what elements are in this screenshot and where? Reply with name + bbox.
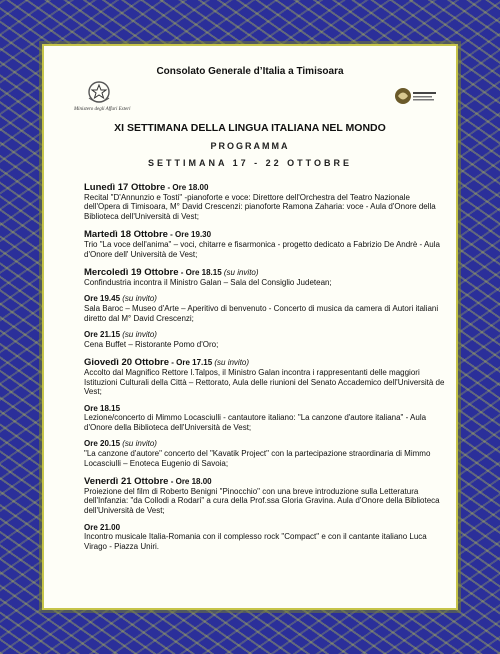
event-day: Mercoledì 19 Ottobre <box>84 267 179 279</box>
event-thursday-sub-1 <box>84 404 446 433</box>
event-day: Giovedì 20 Ottobre <box>84 357 169 369</box>
event-thursday <box>84 358 446 396</box>
event-time: - Ore 17.15 <box>169 358 213 368</box>
event-description: Lezione/concerto di Mimmo Locasciulli - cantautore italiano: "La canzone d'autore italiana" - Aula d'Onore della Biblioteca dell'Università de Vest; <box>84 413 427 432</box>
event-time: Ore 18.15 <box>84 403 121 413</box>
event-description: Recital "D'Annunzio e Tosti" -pianoforte e voce: Direttore dell'Orchestra del Teatro Nazionale dell'Opera di Timisoara, M° David Crescenzi: pianoforte Ramona Zaharia: voce - Aula d'Onore della Biblioteca dell'Università di Vest; <box>84 192 436 221</box>
event-description: Confindustria incontra il Ministro Galan – Sala del Consiglio Judetean; <box>84 277 332 287</box>
invite-note: (su invito) <box>212 358 250 368</box>
invite-note: (su invito) <box>120 439 157 449</box>
event-description: Proiezione del film di Roberto Benigni "Pinocchio" con una breve introduzione sulla Letteratura dell'Infanzia: "da Collodi a Rodari" a cura della Prof.ssa Gloria Gravina. Aula d'Onore della Biblioteca dell'Università de Vest; <box>84 486 440 516</box>
week-dates: SETTIMANA 17 - 22 OTTOBRE <box>147 158 353 168</box>
event-description: Sala Baroc – Museo d'Arte – Aperitivo di benvenuto - Concerto di musica da camera di Autori italiani diretto dal M° David Crescenzi; <box>84 303 439 323</box>
event-time: Ore 21.15 <box>84 330 121 340</box>
program-list <box>84 183 446 558</box>
ministry-caption: Ministero degli Affari Esteri <box>74 107 131 112</box>
consulate-name: Consolato Generale d’Italia a Timisoara <box>156 66 344 77</box>
event-wednesday <box>84 268 446 287</box>
event-time: - Ore 18.00 <box>165 183 209 192</box>
page-title: XI SETTIMANA DELLA LINGUA ITALIANA NEL MONDO <box>114 122 386 134</box>
event-day: Martedì 18 Ottobre <box>84 229 168 241</box>
event-time: - Ore 18.15 <box>178 268 222 278</box>
event-description: Trio "La voce dell'anima" – voci, chitarre e fisarmonica - progetto dedicato a Fabrizio De Andrè - Aula d'Onore dell' Università de Vest; <box>84 239 440 259</box>
program-sheet <box>42 44 458 610</box>
event-description: Cena Buffet – Ristorante Pomo d'Oro; <box>84 339 219 349</box>
event-thursday-sub-2 <box>84 439 446 468</box>
event-description: Accolto dal Magnifico Rettore I.Talpos, il Ministro Galan incontra i rappresentanti delle maggiori Istituzioni Culturali della Città – Rettorato, Aula delle riunioni del Senato Accademico dell'Università de Vest; <box>84 367 445 397</box>
invite-note: (su invito) <box>120 330 157 340</box>
event-day: Lunedì 17 Ottobre <box>84 182 166 193</box>
event-description: Incontro musicale Italia-Romania con il complesso rock "Compact" e con il cantante italiano Luca Virago - Piazza Uniri. <box>84 532 427 551</box>
event-time: - Ore 19.30 <box>167 230 212 240</box>
event-day: Venerdì 21 Ottobre <box>84 476 169 488</box>
event-time: - Ore 18.00 <box>168 477 212 487</box>
ministry-emblem <box>74 78 131 112</box>
event-wednesday-sub-1 <box>84 294 446 323</box>
event-friday-sub-1 <box>84 523 446 552</box>
event-time: Ore 21.00 <box>84 522 121 532</box>
event-description: "La canzone d'autore" concerto del "Kavatik Project" con la partecipazione straordinaria di Mimmo Locasciulli – Enoteca Eugenio di Savoia; <box>84 449 431 468</box>
italy-emblem-icon <box>86 78 112 106</box>
invite-note: (su invito) <box>120 294 157 304</box>
event-friday <box>84 477 446 515</box>
event-time: Ore 19.45 <box>84 294 121 304</box>
invite-note: (su invito) <box>221 268 259 278</box>
language-week-logo-icon <box>394 86 438 106</box>
event-tuesday <box>84 230 446 259</box>
program-heading: PROGRAMMA <box>210 141 290 151</box>
week-logo <box>394 86 438 111</box>
event-monday <box>84 183 446 221</box>
event-time: Ore 20.15 <box>84 439 121 449</box>
event-wednesday-sub-2 <box>84 330 446 349</box>
